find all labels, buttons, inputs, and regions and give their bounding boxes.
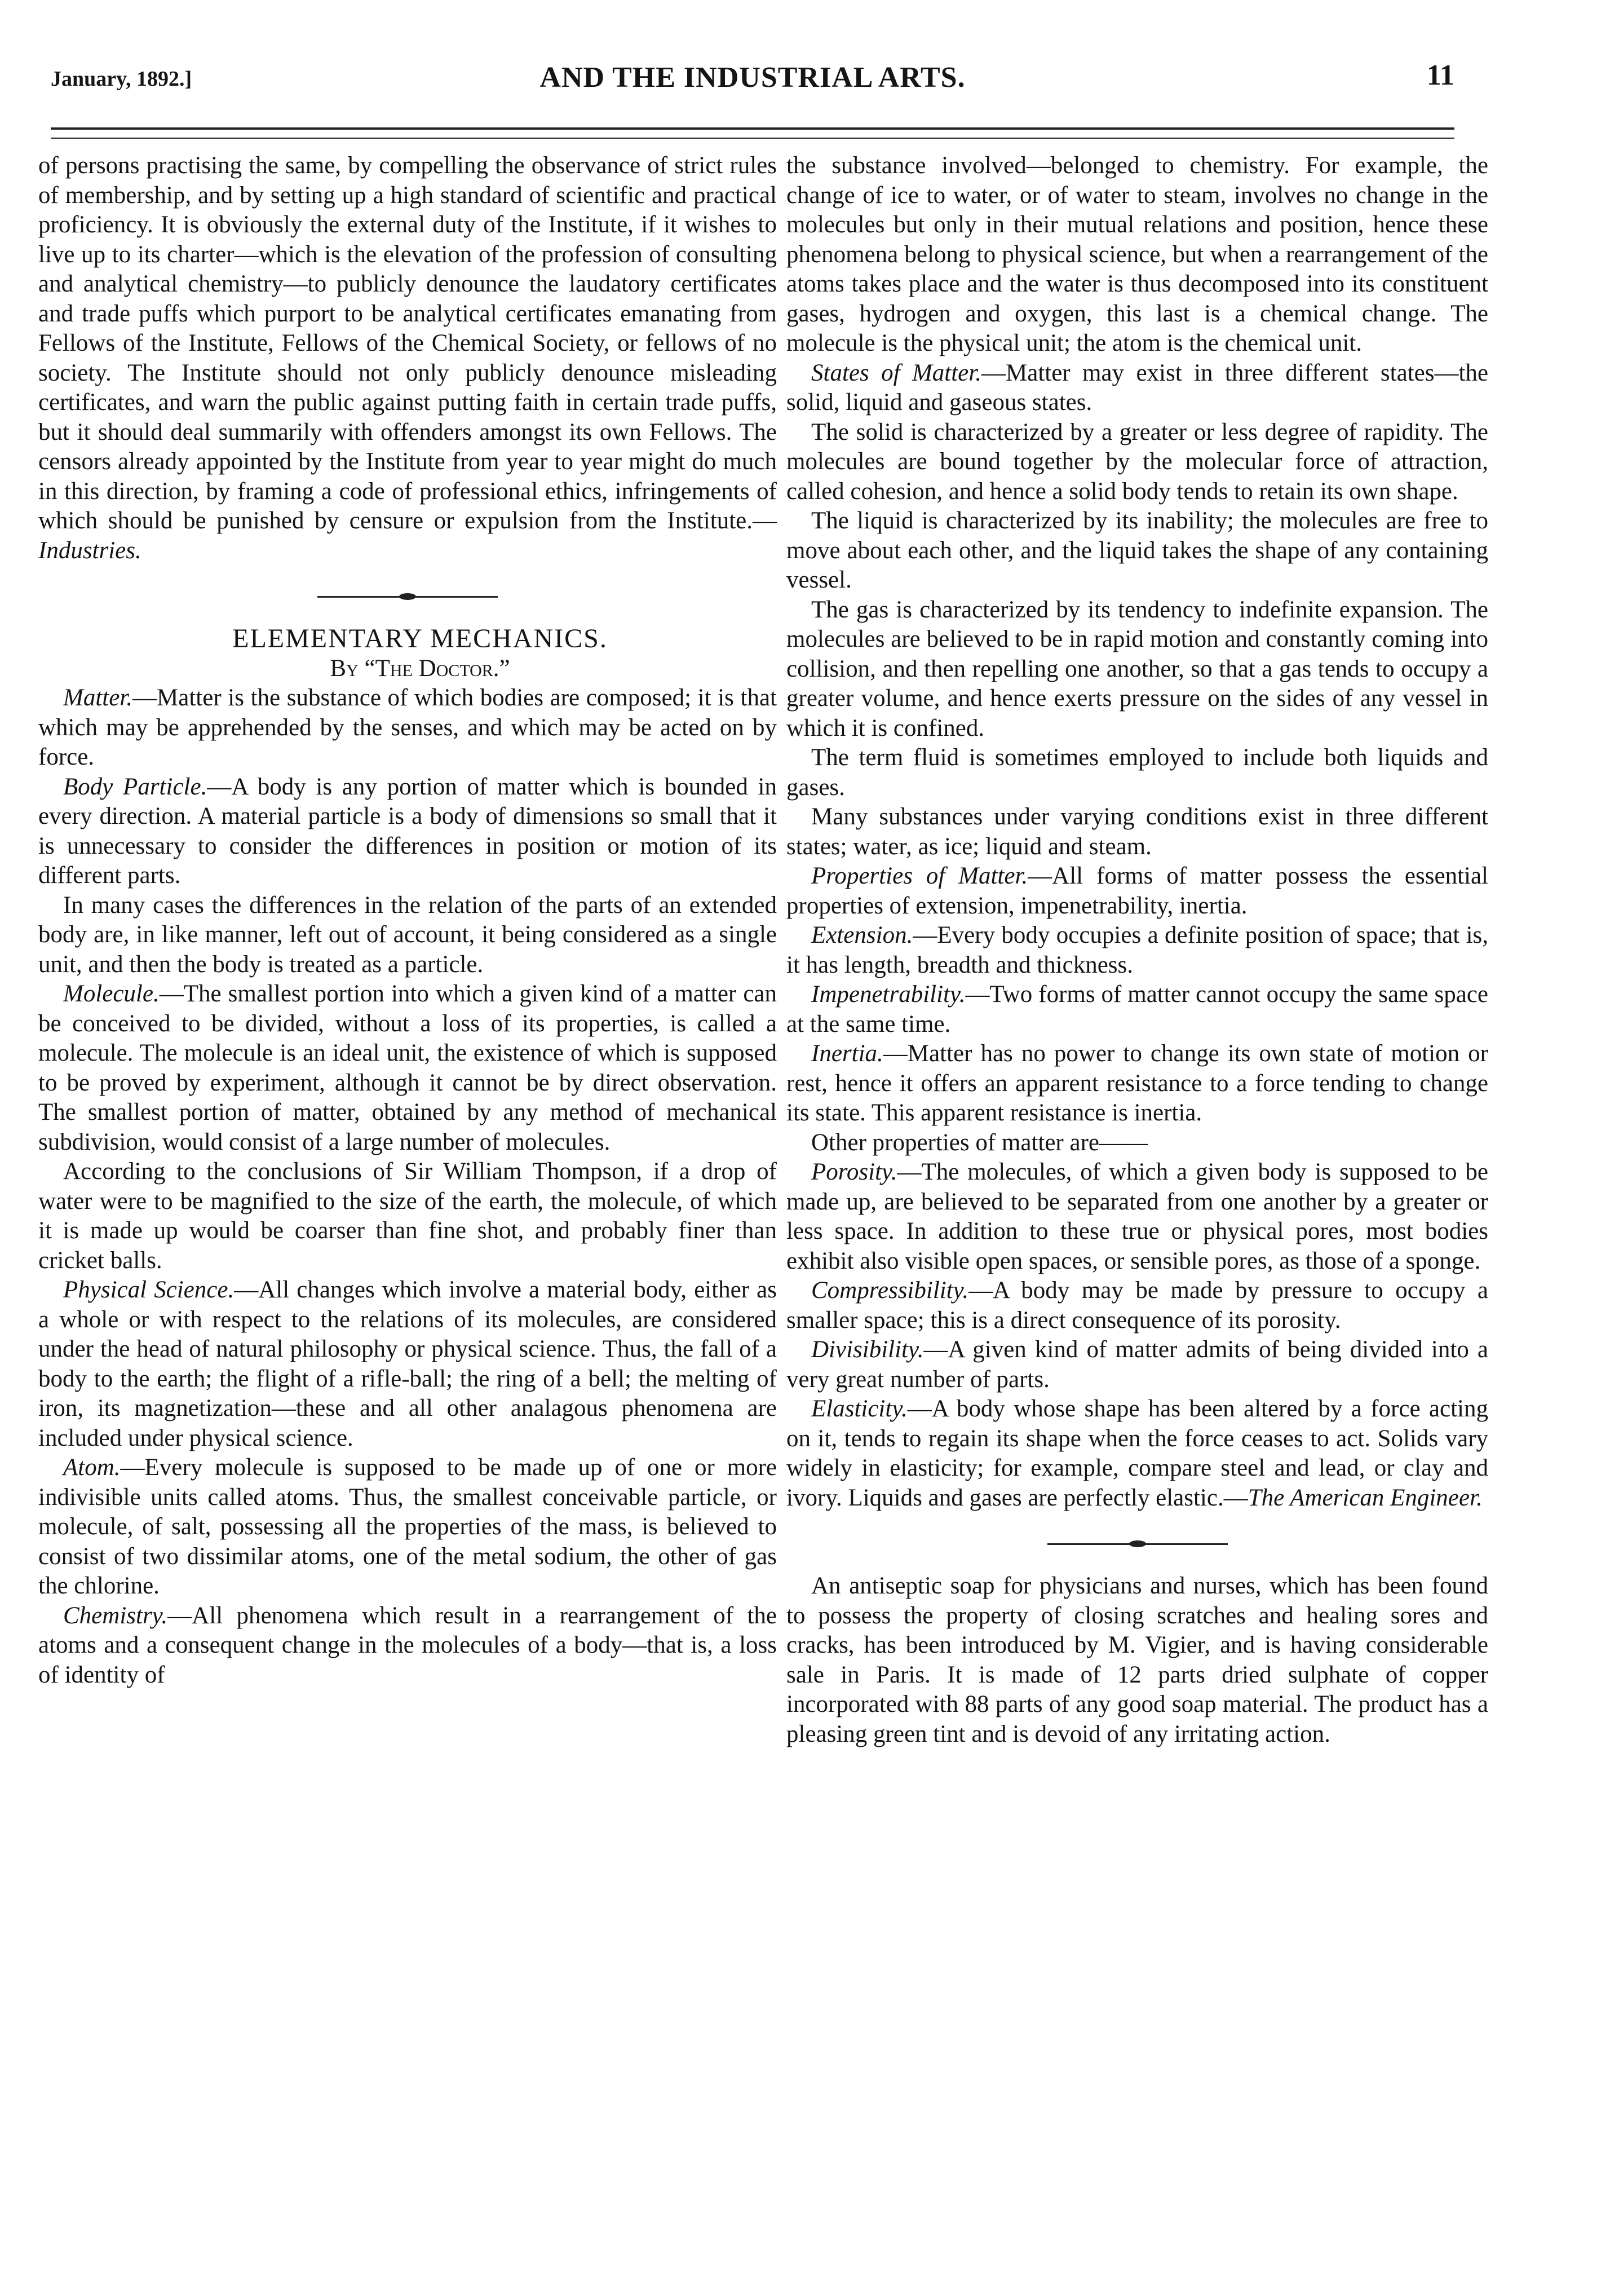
body-paragraph xyxy=(786,506,1488,595)
left-paragraphs xyxy=(38,683,777,1690)
header-rule-thick xyxy=(51,127,1454,130)
term-heading: Impenetrability. xyxy=(811,981,966,1008)
paragraph-text: —The molecules, of which a given body is supposed to be made up, are believed to be separated from one another by a greater or less space. In addition to these true or physical pores, most bodies exhibit also visible open spaces, or sensible pores, as those of a sponge. xyxy=(786,1159,1488,1274)
body-paragraph xyxy=(786,1276,1488,1335)
antiseptic-soap-note: An antiseptic soap for physicians and nurses, which has been found to possess the property of closing scratches and healing sores and cracks, has been introduced by M. Vigier, and is having considerable sale in Paris. It is made of 12 parts dried sulphate of copper incorporated with 88 parts of any good soap material. The product has a pleasing green tint and is devoid of any irritating action. xyxy=(786,1573,1488,1747)
paragraph-text: The solid is characterized by a greater or less degree of rapidity. The molecules are bound together by the molecular force of attraction, called cohesion, and hence a solid body tends to retain its own shape. xyxy=(786,418,1488,505)
term-heading: Body Particle. xyxy=(63,773,207,800)
body-paragraph xyxy=(38,683,777,772)
paragraph-text: Other properties of matter are—— xyxy=(811,1129,1148,1156)
right-column xyxy=(786,151,1488,1749)
paragraph-text: —A given kind of matter admits of being divided into a very great number of parts. xyxy=(786,1336,1488,1393)
page-number: 11 xyxy=(1426,59,1454,91)
body-paragraph xyxy=(38,1601,777,1690)
paragraph-text: —Matter may exist in three different states—the solid, liquid and gaseous states. xyxy=(786,359,1488,416)
body-paragraph xyxy=(786,743,1488,802)
paragraph-text: —A body whose shape has been altered by a force acting on it, tends to regain its shape when the force ceases to act. Solids vary widely in elasticity; for example, compare steel and lead, or clay and ivory. Liquids and gases are perfectly elastic.— xyxy=(786,1396,1488,1511)
body-paragraph xyxy=(786,595,1488,744)
paragraph-text: —Every body occupies a definite position of space; that is, it has length, breadth and thickness. xyxy=(786,922,1488,978)
paragraph-text: —Two forms of matter cannot occupy the same space at the same time. xyxy=(786,981,1488,1037)
issue-date: January, 1892.] xyxy=(51,67,192,91)
running-title: AND THE INDUSTRIAL ARTS. xyxy=(539,61,966,94)
paragraph-text: —A body is any portion of matter which is bounded in every direction. A material particle is a body of dimensions so small that it is unnecessary to consider the differences in position or motion of its different parts. xyxy=(38,773,777,889)
term-heading: Atom. xyxy=(63,1454,121,1481)
body-paragraph xyxy=(786,862,1488,921)
section-separator-2 xyxy=(786,1527,1488,1557)
section-separator xyxy=(38,580,777,610)
paragraph-text: —All forms of matter possess the essential properties of extension, impenetrability, inertia. xyxy=(786,863,1488,919)
term-heading: Molecule. xyxy=(63,981,160,1007)
paragraph-text: —The smallest portion into which a given kind of a matter can be conceived to be divided, without a loss of its properties, is called a molecule. The molecule is an ideal unit, the existence of which is supposed to be proved by experiment, although it cannot be by direct observation. The smallest portion of matter, obtained by any method of mechanical subdivision, would consist of a large number of molecules. xyxy=(38,981,777,1155)
source-credit: The American Engineer. xyxy=(1248,1484,1483,1511)
body-paragraph xyxy=(786,1335,1488,1394)
body-paragraph xyxy=(38,891,777,980)
paragraph-text: the substance involved—belonged to chemistry. For example, the change of ice to water, or of water to steam, involves no change in the molecules but only in their mutual relations and position, hence these phenomena belong to physical science, but when a rearrangement of the atoms takes place and the water is thus decomposed into its constituent gases, hydrogen and oxygen, this last is a chemical change. The molecule is the physical unit; the atom is the chemical unit. xyxy=(786,152,1488,356)
paragraph-text: —Matter is the substance of which bodies are composed; it is that which may be apprehended by the senses, and which may be acted on by force. xyxy=(38,685,777,770)
paragraph-text: The liquid is characterized by its inability; the molecules are free to move about each other, and the liquid takes the shape of any containing vessel. xyxy=(786,507,1488,593)
left-column xyxy=(38,151,777,1690)
body-paragraph xyxy=(38,1453,777,1601)
paragraph-text: According to the conclusions of Sir William Thompson, if a drop of water were to be magnified to the size of the earth, the molecule, of which it is made up would be coarser than fine shot, and probably finer than cricket balls. xyxy=(38,1158,777,1274)
term-heading: Properties of Matter. xyxy=(811,863,1028,889)
body-paragraph xyxy=(786,1158,1488,1276)
body-paragraph xyxy=(38,1157,777,1275)
body-paragraph xyxy=(786,1394,1488,1513)
body-paragraph xyxy=(786,151,1488,359)
header-rule-thin xyxy=(51,138,1454,139)
intro-paragraph: of persons practising the same, by compelling the observance of strict rules of membership, and by setting up a high standard of scientific and practical proficiency. It is obviously the external duty of the Institute, if it wishes to live up to its charter—which is the elevation of the profession of consulting and analytical chemistry—to publicly denounce the laudatory certificates and trade puffs which purport to be analytical certificates emanating from Fellows of the Institute, Fellows of the Chemical Society, or fellows of no society. The Institute should not only publicly denounce misleading certificates, and warn the public against putting faith in certain trade puffs, but it should deal summarily with offenders amongst its own Fellows. The censors already appointed by the Institute from year to year might do much in this direction, by framing a code of professional ethics, infringements of which should be punished by censure or expulsion from the Institute.—Industries. xyxy=(38,152,777,564)
paragraph-text: —A body may be made by pressure to occupy a smaller space; this is a direct consequence of its porosity. xyxy=(786,1277,1488,1334)
paragraph-text: The gas is characterized by its tendency to indefinite expansion. The molecules are believed to be in rapid motion and constantly coming into collision, and then repelling one another, so that a gas tends to occupy a greater volume, and hence exerts pressure on the sides of any vessel in which it is confined. xyxy=(786,596,1488,741)
body-paragraph xyxy=(786,418,1488,507)
paragraph-text: —All changes which involve a material body, either as a whole or with respect to the relations of its molecules, are considered under the head of natural philosophy or physical science. Thus, the fall of a body to the earth; the flight of a rifle-ball; the ring of a bell; the melting of iron, its magnetization—these and all other analagous phenomena are included under physical science. xyxy=(38,1277,777,1451)
term-heading: Inertia. xyxy=(811,1040,883,1067)
article-title: ELEMENTARY MECHANICS. xyxy=(232,624,608,654)
body-paragraph xyxy=(786,921,1488,980)
page-header xyxy=(51,56,1454,101)
term-heading: Chemistry. xyxy=(63,1602,168,1629)
paragraph-text: —Matter has no power to change its own state of motion or rest, hence it offers an apparent resistance to a force tending to change its state. This apparent resistance is inertia. xyxy=(786,1040,1488,1126)
term-heading: Extension. xyxy=(811,922,913,948)
paragraph-text: The term fluid is sometimes employed to include both liquids and gases. xyxy=(786,744,1488,801)
body-paragraph xyxy=(38,1275,777,1453)
body-paragraph xyxy=(786,802,1488,862)
article-byline: By “The Doctor.” xyxy=(330,655,510,682)
body-paragraph xyxy=(786,1039,1488,1128)
term-heading: Physical Science. xyxy=(63,1277,235,1303)
body-paragraph xyxy=(38,772,777,891)
body-paragraph xyxy=(38,979,777,1157)
right-paragraphs xyxy=(786,151,1488,1513)
body-paragraph xyxy=(786,980,1488,1039)
body-paragraph xyxy=(786,359,1488,418)
term-heading: States of Matter. xyxy=(811,359,981,386)
term-heading: Elasticity. xyxy=(811,1396,908,1422)
term-heading: Porosity. xyxy=(811,1159,897,1185)
paragraph-text: In many cases the differences in the relation of the parts of an extended body are, in like manner, left out of account, it being considered as a single unit, and then the body is treated as a particle. xyxy=(38,891,777,978)
term-heading: Compressibility. xyxy=(811,1277,969,1304)
term-heading: Divisibility. xyxy=(811,1336,924,1363)
body-paragraph xyxy=(786,1128,1488,1158)
intro-source: Industries. xyxy=(38,537,141,564)
paragraph-text: —Every molecule is supposed to be made up of one or more indivisible units called atoms. Thus, the smallest conceivable particle, or molecule, of salt, possessing all the properties of the mass, is believed to consist of two dissimilar atoms, one of the metal sodium, the other of gas the chlorine. xyxy=(38,1454,777,1599)
term-heading: Matter. xyxy=(63,685,133,711)
paragraph-text: —All phenomena which result in a rearrangement of the atoms and a consequent change in the molecules of a body—that is, a loss of identity of xyxy=(38,1602,777,1688)
paragraph-text: Many substances under varying conditions exist in three different states; water, as ice; liquid and steam. xyxy=(786,803,1488,860)
